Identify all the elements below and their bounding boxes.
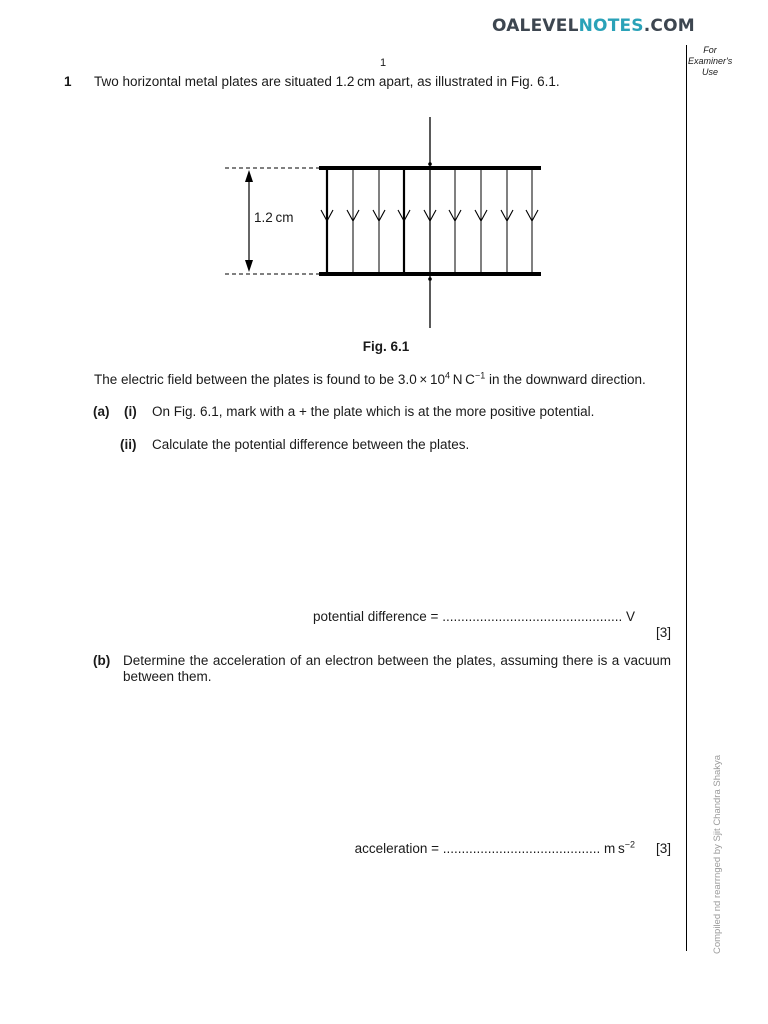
pd-answer-dots[interactable]: ................................................ [442,609,623,624]
pd-marks: [3] [655,625,671,640]
site-brand-logo: OALEVELNOTES.COM [492,16,695,36]
part-a-i-label: (i) [124,404,137,419]
field-lines-group [321,170,538,272]
question-number: 1 [64,74,72,89]
acceleration-answer-dots[interactable]: .......................................... [442,841,601,856]
question-intro: Two horizontal metal plates are situated 1.2 cm apart, as illustrated in Fig. 6.1. [94,74,560,89]
field-strength-statement: The electric field between the plates is found to be $3.0 \times 10^4$ N $C^{-1}$ in the downward direction. [94,370,646,387]
part-a-label: (a) [93,404,110,419]
acceleration-marks: [3] [655,841,671,856]
part-b-text: Determine the acceleration of an electron between the plates, assuming there is a vacuum between them. [123,653,671,684]
part-a-ii-text: Calculate the potential difference between the plates. [152,437,470,452]
examiner-margin-line [686,45,687,951]
bottom-plate-connection-dot [428,277,432,281]
pd-answer-line[interactable]: potential difference = ................................................ V [312,609,635,624]
part-b-label: (b) [93,653,111,668]
figure-6-1 [220,115,550,330]
acceleration-answer-line[interactable]: acceleration = .......................................... m $s^{-2}$ [354,839,635,856]
compiler-credit: Compiled nd rearrnged by Sjit Chandra Shakya [712,754,723,954]
dimension-arrow-head-up [245,170,253,182]
part-a-ii-label: (ii) [120,437,137,452]
plate-separation-label: 1.2 cm [254,210,294,225]
top-plate-connection-dot [428,162,432,166]
page-number: 1 [380,57,387,69]
part-a-i-text: On Fig. 6.1, mark with a + the plate which is at the more positive potential. [152,404,595,419]
examiner-use-label: For Examiner's Use [688,45,733,77]
figure-caption: Fig. 6.1 [362,339,410,354]
dimension-arrow-head-down [245,260,253,272]
